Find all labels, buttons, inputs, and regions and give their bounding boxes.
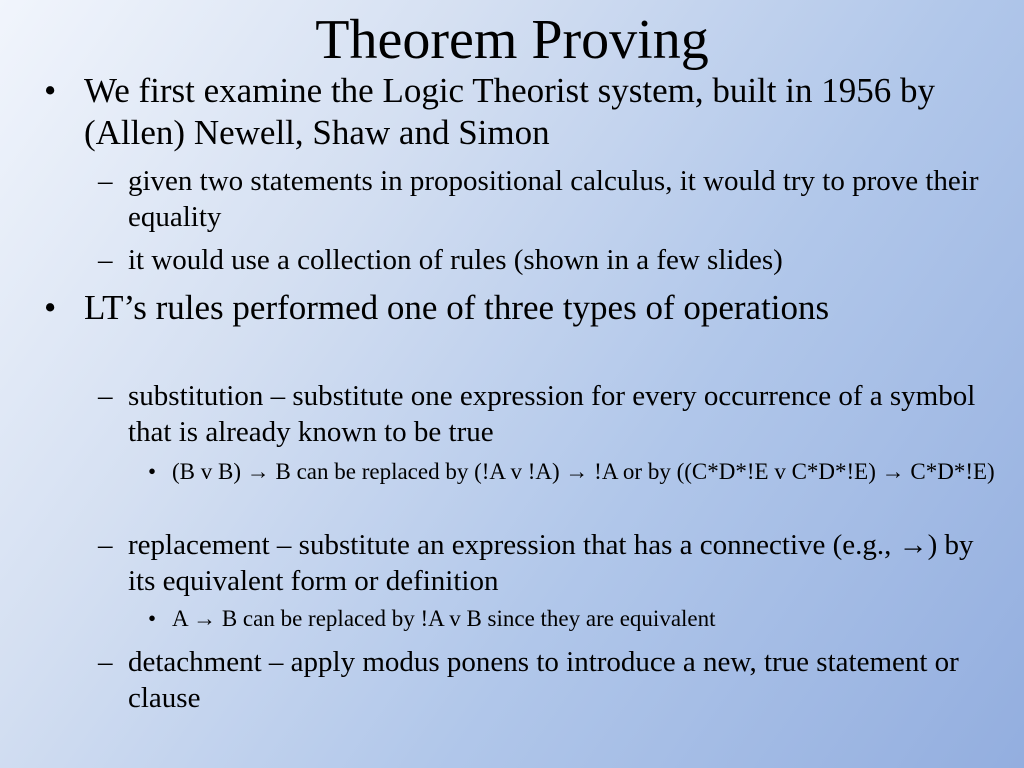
bullet-marker: • [148, 606, 157, 631]
dash-marker: – [98, 529, 113, 561]
subbullet-text: it would use a collection of rules (shown in a few slides) [128, 244, 783, 276]
example-replacement [148, 605, 1002, 633]
subbullet-text: replacement – substitute an expression that has a connective (e.g., →) by its equivalent form or definition [128, 529, 974, 597]
bullet-marker: • [148, 459, 157, 484]
bullet-logic-theorist [44, 70, 1004, 154]
subbullet-text: given two statements in propositional calculus, it would try to prove their equality [128, 165, 979, 233]
slide-title: Theorem Proving [315, 9, 709, 71]
bullet-marker: • [44, 71, 57, 110]
subbullet-text: substitution – substitute one expression for every occurrence of a symbol that is already known to be true [128, 380, 976, 448]
example-substitution [148, 458, 1002, 486]
subbullet-text: detachment – apply modus ponens to introduce a new, true statement or clause [128, 646, 959, 714]
subbullet-collection-of-rules [98, 242, 998, 278]
bullet-lt-rules [44, 287, 1004, 329]
dash-marker: – [98, 380, 113, 412]
example-text: (B v B) → B can be replaced by (!A v !A) → !A or by ((C*D*!E v C*D*!E) → C*D*!E) [172, 459, 995, 484]
subbullet-detachment [98, 644, 998, 716]
dash-marker: – [98, 244, 113, 276]
subbullet-propositional-calculus [98, 163, 998, 235]
dash-marker: – [98, 646, 113, 678]
example-text: A → B can be replaced by !A v B since they are equivalent [172, 606, 716, 631]
bullet-text: We first examine the Logic Theorist system, built in 1956 by (Allen) Newell, Shaw and Simon [84, 71, 935, 152]
subbullet-substitution [98, 378, 998, 450]
bullet-marker: • [44, 288, 57, 327]
subbullet-replacement [98, 527, 998, 599]
bullet-text: LT’s rules performed one of three types of operations [84, 288, 830, 327]
dash-marker: – [98, 165, 113, 197]
